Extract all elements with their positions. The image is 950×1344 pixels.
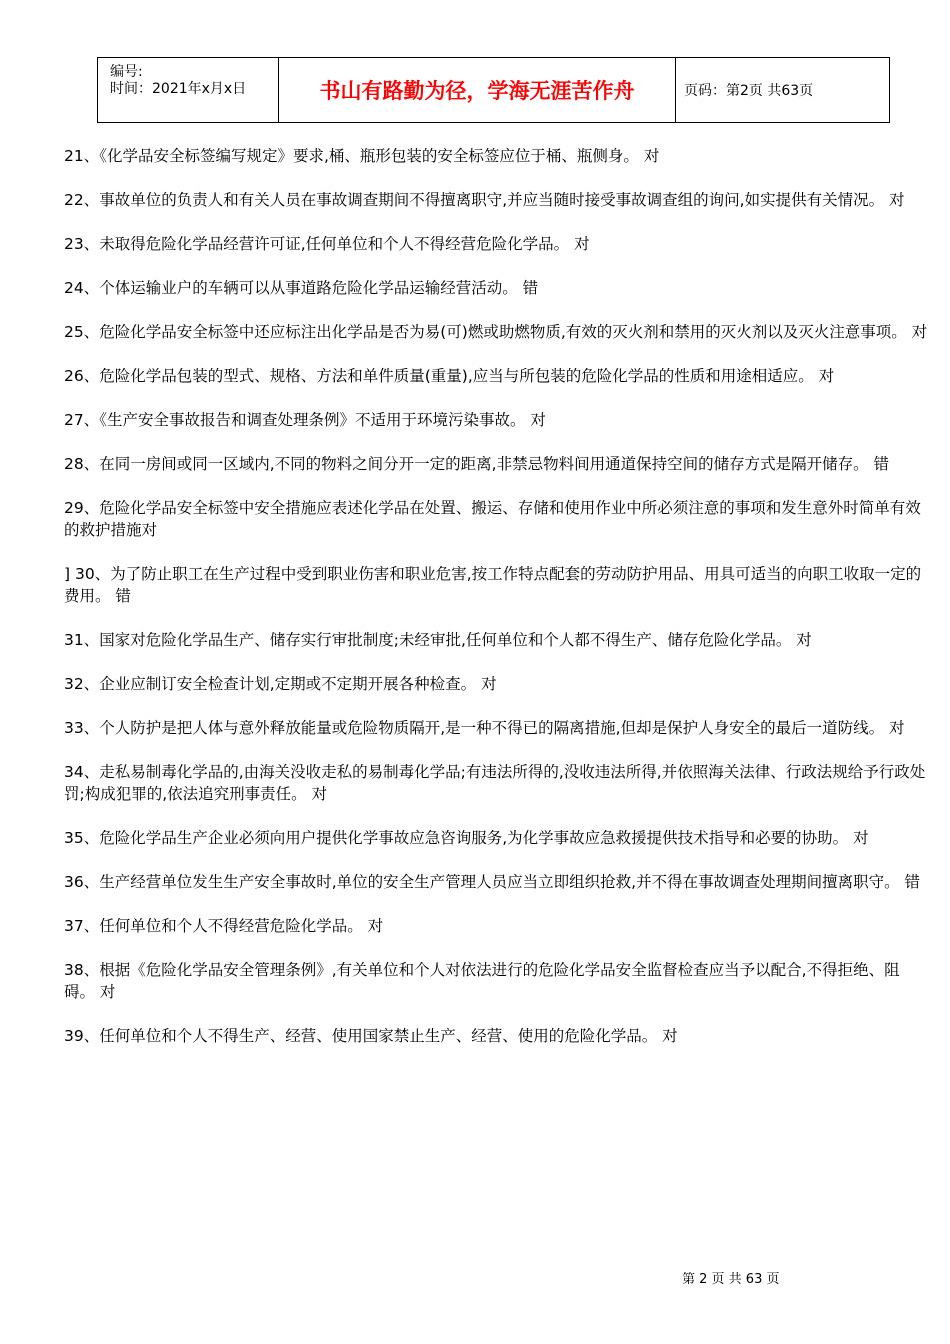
list-item: 32、企业应制订安全检查计划,定期或不定期开展各种检查。 对 <box>64 675 497 693</box>
header-page-code: 页码：第2页 共63页 <box>684 83 814 99</box>
list-item: 33、个人防护是把人体与意外释放能量或危险物质隔开,是一种不得已的隔离措施,但却是保护人身安全的最后一道防线。 对 <box>64 719 905 737</box>
list-item: 35、危险化学品生产企业必须向用户提供化学事故应急咨询服务,为化学事故应急救援提供技术指导和必要的协助。 对 <box>64 829 869 847</box>
list-item: 26、危险化学品包装的型式、规格、方法和单件质量(重量),应当与所包装的危险化学品的性质和用途相适应。 对 <box>64 367 835 385</box>
list-item: 27、《生产安全事故报告和调查处理条例》不适用于环境污染事故。 对 <box>64 411 546 429</box>
header-motto: 书山有路勤为径，学海无涯苦作舟 <box>279 58 676 122</box>
time-label: 时间：2021年x月x日 <box>110 81 247 97</box>
list-item: 21、《化学品安全标签编写规定》要求,桶、瓶形包装的安全标签应位于桶、瓶侧身。 对 <box>64 147 660 165</box>
list-item: 29、危险化学品安全标签中安全措施应表述化学品在处置、搬运、存储和使用作业中所必须注意的事项和发生意外时简单有效的救护措施对 <box>64 499 921 539</box>
list-item: 22、事故单位的负责人和有关人员在事故调查期间不得擅离职守,并应当随时接受事故调查组的询问,如实提供有关情况。 对 <box>64 191 905 209</box>
question-list <box>64 145 930 1047</box>
list-item: 31、国家对危险化学品生产、储存实行审批制度;未经审批,任何单位和个人都不得生产、储存危险化学品。 对 <box>64 631 812 649</box>
list-item: 25、危险化学品安全标签中还应标注出化学品是否为易(可)燃或助燃物质,有效的灭火剂和禁用的灭火剂以及灭火注意事项。 对 <box>64 323 928 341</box>
list-item: 39、任何单位和个人不得生产、经营、使用国家禁止生产、经营、使用的危险化学品。 对 <box>64 1027 678 1045</box>
list-item: 37、任何单位和个人不得经营危险化学品。 对 <box>64 917 384 935</box>
list-item: 28、在同一房间或同一区域内,不同的物料之间分开一定的距离,非禁忌物料间用通道保持空间的储存方式是隔开储存。 错 <box>64 455 890 473</box>
page-footer: 第 2 页 共 63 页 <box>682 1272 780 1287</box>
list-item: 38、根据《危险化学品安全管理条例》,有关单位和个人对依法进行的危险化学品安全监督检查应当予以配合,不得拒绝、阻碍。 对 <box>64 961 900 1001</box>
header-meta-cell <box>98 58 279 122</box>
list-item: 23、未取得危险化学品经营许可证,任何单位和个人不得经营危险化学品。 对 <box>64 235 590 253</box>
number-label: 编号: <box>110 64 143 80</box>
header-table <box>97 57 890 123</box>
list-item: 36、生产经营单位发生生产安全事故时,单位的安全生产管理人员应当立即组织抢救,并不得在事故调查处理期间擅离职守。 错 <box>64 873 921 891</box>
list-item: 34、走私易制毒化学品的,由海关没收走私的易制毒化学品;有违法所得的,没收违法所得,并依照海关法律、行政法规给予行政处罚;构成犯罪的,依法追究刑事责任。 对 <box>64 763 926 803</box>
list-item: 24、个体运输业户的车辆可以从事道路危险化学品运输经营活动。 错 <box>64 279 539 297</box>
list-item: ] 30、为了防止职工在生产过程中受到职业伤害和职业危害,按工作特点配套的劳动防护用品、用具可适当的向职工收取一定的费用。 错 <box>64 565 922 605</box>
